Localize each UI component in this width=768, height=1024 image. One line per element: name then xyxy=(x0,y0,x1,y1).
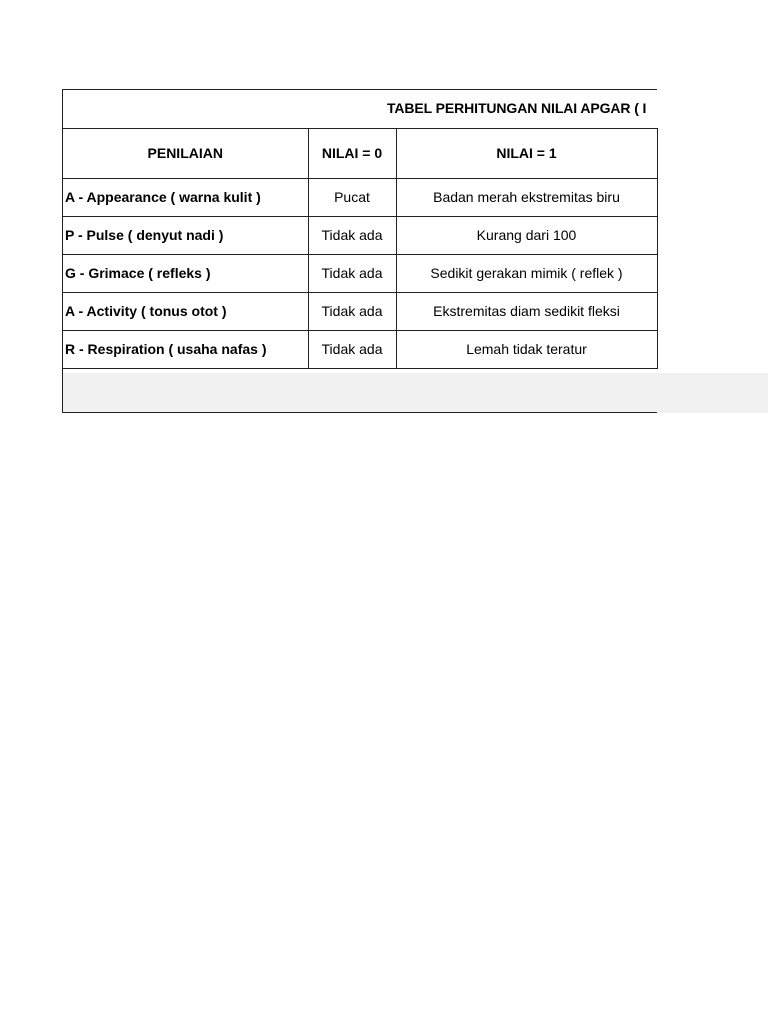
row-criteria: P - Pulse ( denyut nadi ) xyxy=(63,216,308,254)
header-nilai-0: NILAI = 0 xyxy=(308,128,396,178)
table-row xyxy=(63,178,657,216)
row-nilai-1: Lemah tidak teratur xyxy=(396,330,657,368)
row-nilai-0: Tidak ada xyxy=(308,254,396,292)
table-bottom-border xyxy=(62,412,657,413)
row-nilai-1: Badan merah ekstremitas biru xyxy=(396,178,657,216)
table-row xyxy=(63,216,657,254)
row-criteria: A - Activity ( tonus otot ) xyxy=(63,292,308,330)
row-nilai-0: Tidak ada xyxy=(308,216,396,254)
apgar-table xyxy=(62,89,768,413)
row-nilai-1: Kurang dari 100 xyxy=(396,216,657,254)
table-title: TABEL PERHITUNGAN NILAI APGAR ( I xyxy=(387,100,647,116)
row-nilai-0: Tidak ada xyxy=(308,330,396,368)
apgar-grid xyxy=(63,128,658,369)
row-criteria: A - Appearance ( warna kulit ) xyxy=(63,178,308,216)
row-criteria: G - Grimace ( refleks ) xyxy=(63,254,308,292)
header-penilaian: PENILAIAN xyxy=(63,128,308,178)
table-row xyxy=(63,292,657,330)
table-row xyxy=(63,254,657,292)
header-nilai-1: NILAI = 1 xyxy=(396,128,657,178)
row-nilai-1: Sedikit gerakan mimik ( reflek ) xyxy=(396,254,657,292)
row-nilai-1: Ekstremitas diam sedikit fleksi xyxy=(396,292,657,330)
table-footer-row xyxy=(63,373,768,413)
row-nilai-0: Tidak ada xyxy=(308,292,396,330)
table-title-row xyxy=(63,90,657,129)
header-row xyxy=(63,128,657,178)
row-nilai-0: Pucat xyxy=(308,178,396,216)
row-criteria: R - Respiration ( usaha nafas ) xyxy=(63,330,308,368)
table-row xyxy=(63,330,657,368)
